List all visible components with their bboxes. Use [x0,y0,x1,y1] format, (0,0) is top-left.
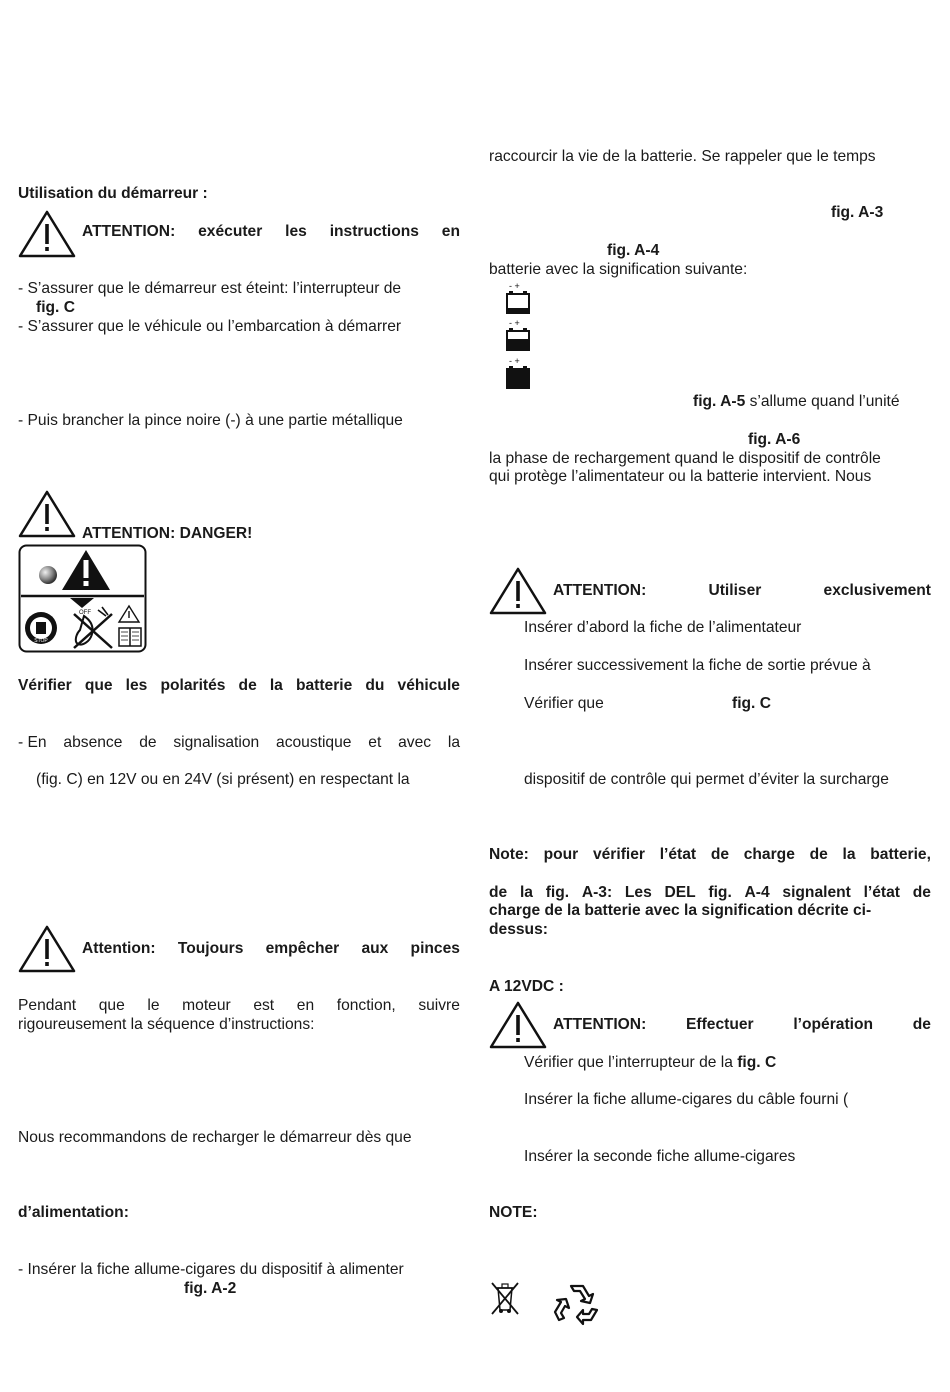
fig-a2-ref: fig. A-2 [184,1280,237,1297]
attention-word: empêcher [265,940,340,957]
battery-full-icon [505,356,533,390]
stop-label: STOP [34,638,48,644]
vdc-heading: A 12VDC : [489,978,564,995]
note-word: l’état [659,846,697,863]
starter-heading: Utilisation du démarreur : [18,185,208,202]
fig-c-ref: fig. C [36,299,75,316]
engine-word: suivre [418,997,460,1014]
note-word: A-4 [744,884,770,901]
fig-a5-line [693,393,900,411]
attention-word: ATTENTION: [553,1016,647,1033]
note-word: de [710,846,730,863]
attention-word: de [912,1016,931,1033]
cig-second-insert: Insérer la seconde fiche allume-cigares [524,1148,796,1165]
acoustic-word: et [368,734,382,751]
off-label: OFF [79,610,91,616]
engine-word: est [253,997,275,1014]
attention-word: ATTENTION: [553,582,647,599]
note-dessus: dessus: [489,921,548,938]
engine-word: que [98,997,125,1014]
attention-word: Effectuer [686,1016,754,1033]
engine-word: en [296,997,315,1014]
battery-sign: - + [509,281,520,291]
safety-pictogram [18,544,147,653]
switch-fig-ref: fig. C [737,1054,777,1071]
battery-medium-icon [505,318,533,352]
polarity-word: batterie [295,677,353,694]
note-word: fig. [708,884,732,901]
battery-sign: - + [509,318,520,328]
note-word: charge [743,846,795,863]
polarity-word: les [125,677,148,694]
protects-line: qui protège l’alimentateur ou la batterie intervient. Nous [489,468,872,485]
attention-word: l’opération [793,1016,874,1033]
fig-a5-text: s’allume quand l’unité [745,393,900,410]
fig-a3-ref: fig. A-3 [831,204,884,221]
acoustic-word: la [447,734,460,751]
bullet-acoustic [18,734,460,752]
note-word: Note: [489,846,529,863]
engine-word: moteur [182,997,231,1014]
note-word: vérifier [592,846,645,863]
danger-heading: ATTENTION: DANGER! [82,525,253,542]
engine-word: Pendant [18,997,77,1014]
recharge-recommendation: Nous recommandons de recharger le démarreur dès que [18,1129,412,1146]
attention-word: ATTENTION: [82,223,176,240]
note-word: fig. [545,884,570,901]
polarity-word: du [365,677,385,694]
insert-output-plug: Insérer successivement la fiche de sortie prévue à [524,657,871,674]
attention-word: aux [361,940,389,957]
polarity-word: polarités [160,677,226,694]
attention-word: les [285,223,307,240]
attention-word: exécuter [198,223,263,240]
note-word: l’état [863,884,900,901]
engine-running [18,997,460,1015]
battery-meaning: batterie avec la signification suivante: [489,261,748,278]
engine-running-cont: rigoureusement la séquence d’instructions: [18,1016,315,1033]
crossed-bin-icon [489,1280,521,1316]
attention-operation [553,1016,931,1034]
switch-check [524,1054,776,1072]
verify-fig-ref: fig. C [732,695,771,712]
attention-word: instructions [329,223,419,240]
attention-word: exclusivement [823,582,931,599]
note-word: batterie, [870,846,931,863]
polarity-word: Vérifier [18,677,72,694]
battery-sign: - + [509,356,520,366]
attention-execute [82,223,460,241]
acoustic-word: - En [18,734,47,751]
warning-triangle-icon [489,567,547,615]
overload-line: dispositif de contrôle qui permet d’éviter la surcharge [524,771,889,788]
note-final: NOTE: [489,1204,538,1221]
note-word: signalent [782,884,851,901]
cig-cable-insert: Insérer la fiche allume-cigares du câble fourni ( [524,1091,849,1108]
battery-life: raccourcir la vie de la batterie. Se rappeler que le temps [489,148,876,165]
note-word: Les [624,884,652,901]
bullet-black-clamp: - Puis brancher la pince noire (-) à une partie métallique [18,412,403,429]
acoustic-word: absence [63,734,123,751]
note-charge-meaning: charge de la batterie avec la signification décrite ci- [489,902,872,919]
note-word: la [842,846,856,863]
polarity-word: la [269,677,283,694]
polarity-word: que [84,677,113,694]
bullet-acoustic-cont: (fig. C) en 12V ou en 24V (si présent) en respectant la [36,771,410,788]
attention-exclusive [553,582,931,600]
note-word: A-3: [581,884,613,901]
power-heading: d’alimentation: [18,1204,129,1221]
attention-word: Utiliser [708,582,762,599]
fig-a6-ref: fig. A-6 [748,431,801,448]
recycle-icon [553,1282,603,1330]
note-word: la [519,884,533,901]
battery-low-icon [505,281,533,315]
bullet-cigarette: - Insérer la fiche allume-cigares du dispositif à alimenter [18,1261,404,1278]
attention-word: Toujours [177,940,244,957]
warning-triangle-icon [18,490,76,538]
acoustic-word: signalisation [173,734,260,751]
attention-clamps [82,940,460,958]
note-check-charge [489,846,931,864]
warning-triangle-icon [18,210,76,258]
attention-word: en [441,223,460,240]
note-word: pour [543,846,579,863]
polarity-word: de [238,677,257,694]
acoustic-word: avec [398,734,432,751]
polarity-word: véhicule [397,677,460,694]
switch-text: Vérifier que l’interrupteur de la [524,1054,738,1071]
attention-word: Attention: [82,940,156,957]
bullet-vehicle: - S’assurer que le véhicule ou l’embarcation à démarrer [18,318,402,335]
verify-word: Vérifier que [524,695,604,712]
note-word: DEL [664,884,696,901]
polarity-check [18,677,460,695]
note-word: de [809,846,828,863]
fig-a5-ref: fig. A-5 [693,393,746,410]
note-word: de [489,884,508,901]
note-led-line [489,884,931,902]
recharge-phase: la phase de rechargement quand le dispositif de contrôle [489,450,881,467]
bullet-starter-off: - S’assurer que le démarreur est éteint: l’interrupteur de [18,280,402,297]
warning-triangle-icon [489,1001,547,1049]
attention-word: pinces [410,940,460,957]
engine-word: le [147,997,160,1014]
warning-triangle-icon [18,925,76,973]
acoustic-word: acoustique [276,734,352,751]
insert-power-plug: Insérer d’abord la fiche de l’alimentateur [524,619,802,636]
fig-a4-ref: fig. A-4 [607,242,660,259]
engine-word: fonction, [336,997,396,1014]
acoustic-word: de [139,734,157,751]
note-word: de [912,884,931,901]
